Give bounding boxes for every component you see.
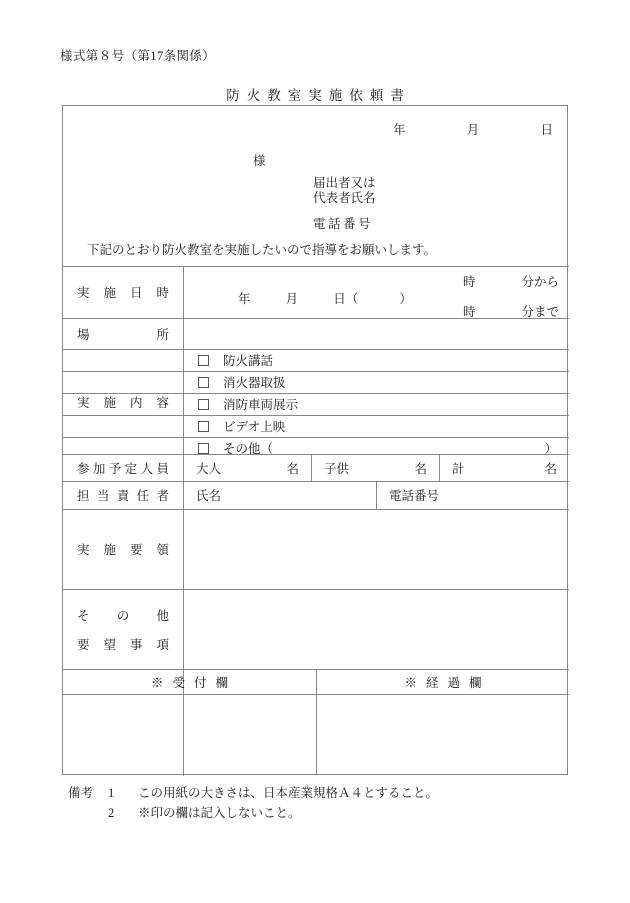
time-to-minute-label: 分まで: [521, 305, 559, 319]
label-char: 要: [129, 543, 143, 557]
datetime-year: 年: [238, 292, 251, 306]
progress-header-text: ※経過欄: [404, 675, 491, 690]
label-char: 員: [156, 461, 169, 476]
label-char: 人: [140, 461, 154, 476]
responsible-name-label: 氏名: [196, 488, 222, 503]
label-char: 当: [96, 489, 110, 503]
checkbox-icon[interactable]: [198, 399, 209, 410]
time-from-hour-label: 時: [463, 275, 476, 289]
label-char: 者: [156, 489, 169, 503]
row-label-place: [63, 318, 183, 349]
note-number: 2: [108, 806, 115, 820]
month-label: 月: [466, 123, 480, 137]
note-text: この用紙の大きさは、日本産業規格Ａ４とすること。: [138, 786, 439, 800]
label-char: 施: [103, 395, 116, 410]
participants-children-field[interactable]: [312, 454, 439, 481]
label-char: 施: [103, 543, 116, 557]
label-char: そ: [77, 608, 90, 623]
row-label-outline: [63, 509, 183, 589]
datetime-day: 日（: [333, 292, 359, 306]
outline-value-field[interactable]: [197, 518, 557, 580]
note-row: [68, 803, 438, 823]
time-from-field[interactable]: [463, 272, 559, 290]
addressee-honorific: 様: [253, 154, 266, 168]
label-char: 容: [156, 395, 169, 410]
notes-heading-spacer: [68, 803, 108, 823]
responsible-telephone-label: 電話番号: [389, 488, 440, 503]
reception-value-field[interactable]: [71, 700, 309, 768]
row-label-other-requests: [63, 589, 183, 669]
label-char: 事: [129, 637, 143, 652]
datetime-day-close: ）: [399, 292, 412, 306]
other-requests-label-line-1: [77, 606, 169, 624]
day-label: 日: [540, 123, 553, 137]
notes-heading: 備考: [68, 786, 94, 800]
form-number: 様式第８号（第17条関係）: [60, 49, 216, 63]
row-label-datetime: [63, 266, 183, 318]
row-label-responsible: [63, 481, 183, 509]
time-to-hour-label: 時: [463, 305, 476, 319]
participants-total-unit: 名: [544, 461, 557, 476]
note-text: ※印の欄は記入しないこと。: [138, 806, 301, 820]
checkbox-label: 消防車両展示: [223, 398, 299, 412]
row-label-participants: [63, 454, 183, 481]
participants-total-field[interactable]: [440, 454, 569, 481]
label-char: 加: [92, 461, 106, 476]
submitter-telephone-label: 電話番号: [313, 217, 374, 231]
label-char: 要: [77, 637, 90, 652]
participants-adults-label: 大人: [196, 461, 222, 476]
label-char: 任: [136, 489, 150, 503]
label-char: 実: [77, 543, 90, 557]
label-char: 他: [156, 608, 169, 623]
checkbox-icon[interactable]: [198, 443, 209, 454]
other-requests-value-field[interactable]: [197, 598, 557, 660]
label-char: 所: [156, 327, 169, 342]
other-requests-label-line-2: [77, 635, 169, 653]
checkbox-row-extinguisher[interactable]: [184, 371, 569, 393]
label-char: 望: [103, 637, 116, 652]
datetime-month: 月: [285, 292, 299, 306]
participants-adults-unit: 名: [286, 461, 299, 476]
note-row: [68, 783, 438, 803]
reception-column-header: [63, 669, 316, 694]
checkbox-label: 消火器取扱: [223, 376, 286, 390]
checkbox-label: ビデオ上映: [223, 420, 286, 434]
label-char: 実: [77, 286, 90, 300]
label-char: 予: [108, 461, 122, 476]
checkbox-icon[interactable]: [198, 377, 209, 388]
datetime-value-field[interactable]: [238, 289, 412, 307]
checkbox-label: 防火講話: [223, 354, 274, 368]
checkbox-row-fire-lecture[interactable]: [184, 349, 569, 371]
checkbox-row-fire-truck-display[interactable]: [184, 393, 569, 415]
note-number: 1: [108, 786, 115, 800]
label-char: 時: [156, 286, 169, 300]
label-char: 場: [77, 327, 90, 342]
main-form-table: [62, 105, 568, 775]
participants-total-label: 計: [452, 461, 465, 476]
checkbox-row-video-screening[interactable]: [184, 415, 569, 437]
page-title: 防火教室実施依頼書: [226, 88, 411, 103]
time-from-minute-label: 分から: [521, 275, 559, 289]
reception-header-text: ※受付欄: [150, 675, 237, 690]
submitter-line-2: 代表者氏名: [313, 191, 376, 205]
progress-value-field[interactable]: [325, 700, 563, 768]
responsible-telephone-field[interactable]: [377, 481, 569, 508]
checkbox-other-close-paren: ）: [544, 442, 557, 456]
responsible-name-field[interactable]: [184, 481, 376, 508]
submitter-name-label: [313, 176, 376, 206]
time-to-field[interactable]: [463, 302, 559, 320]
date-entry-line: [393, 120, 553, 138]
participants-children-label: 子供: [324, 461, 350, 476]
year-label: 年: [393, 123, 406, 137]
place-value-field[interactable]: [197, 326, 557, 342]
submitter-line-1: 届出者又は: [313, 176, 376, 190]
label-char: 領: [156, 543, 169, 557]
label-char: 施: [103, 286, 116, 300]
label-char: 項: [156, 637, 169, 652]
row-label-content: [63, 349, 183, 454]
label-char: 担: [77, 489, 90, 503]
intro-text: 下記のとおり防火教室を実施したいので指導をお願いします。: [87, 243, 437, 257]
label-char: 日: [129, 286, 143, 300]
label-char: 実: [77, 395, 90, 410]
footer-notes: [68, 783, 438, 823]
label-char: 参: [77, 461, 90, 476]
checkbox-label: その他（: [223, 442, 274, 456]
label-char: の: [116, 608, 130, 623]
participants-children-unit: 名: [414, 461, 427, 476]
label-char: 定: [124, 461, 138, 476]
label-char: 責: [116, 489, 130, 503]
checkbox-icon[interactable]: [198, 355, 209, 366]
progress-column-header: [317, 669, 569, 694]
checkbox-icon[interactable]: [198, 421, 209, 432]
label-char: 内: [129, 395, 143, 410]
participants-adults-field[interactable]: [184, 454, 311, 481]
